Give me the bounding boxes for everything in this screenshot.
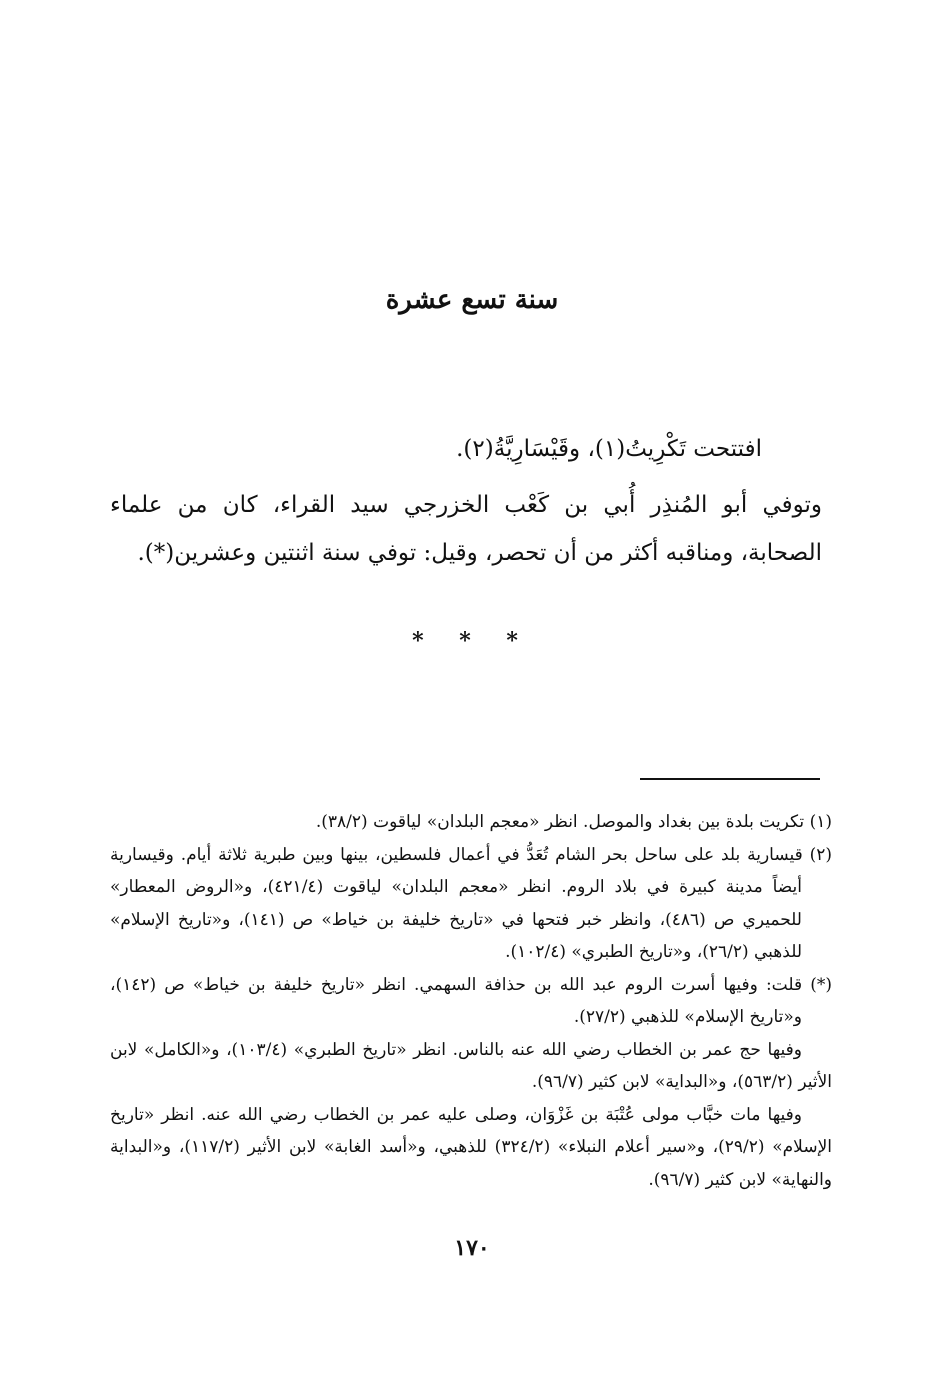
footnote-star: (*) قلت: وفيها أسرت الروم عبد الله بن حذافة السهمي. انظر «تاريخ خليفة بن خياط» ص (١٤٢)، و«تاريخ الإسلام» للذهبي (٢٧/٢). — [110, 974, 832, 1027]
main-paragraph-conquests: افتتحت تَكْرِيتُ(١)، وقَيْسَارِيَّةُ(٢). — [456, 436, 762, 462]
chapter-title: سنة تسع عشرة — [385, 285, 559, 315]
main-paragraph-death: وتوفي أبو المُنذِر أُبي بن كَعْب الخزرجي سيد القراء، كان من علماء الصحابة، ومناقبه أكثر من أن تحصر، وقيل: توفي سنة اثنتين وعشرين(*). — [110, 492, 822, 566]
page-number: ١٧٠ — [454, 1235, 490, 1261]
footnote-2: (٢) قيسارية بلد على ساحل بحر الشام تُعَدُّ في أعمال فلسطين، بينها وبين طبرية ثلاثة أيام. وقيسارية أيضاً مدينة كبيرة في بلاد الروم. انظر «معجم البلدان» لياقوت (٤٢١/٤)، و«الروض المعطار» للحميري ص (٤٨٦)، وانظر خبر فتحها في «تاريخ خليفة بن خياط» ص (١٤١)، و«تاريخ الإسلام» للذهبي (٢٦/٢)، و«تاريخ الطبري» (١٠٢/٤). — [110, 844, 832, 962]
footnote-star-continued-khabbab: وفيها مات خبَّاب مولى عُتْبَة بن غَزْوَان، وصلى عليه عمر بن الخطاب رضي الله عنه. انظر «تاريخ الإسلام» (٢٩/٢)، و«سير أعلام النبلاء» (٣٢٤/٢) للذهبي، و«أسد الغابة» لابن الأثير (١١٧/٢)، و«البداية والنهاية» لابن كثير (٩٦/٧). — [110, 1104, 832, 1190]
footnote-star-continued-hajj: وفيها حج عمر بن الخطاب رضي الله عنه بالناس. انظر «تاريخ الطبري» (١٠٣/٤)، و«الكامل» لابن الأثير (٥٦٣/٢)، و«البداية» لابن كثير (٩٦/٧). — [110, 1039, 832, 1092]
section-separator: * * * — [412, 628, 532, 654]
footnote-divider — [640, 778, 820, 780]
main-text — [110, 425, 822, 577]
footnote-1: (١) تكريت بلدة بين بغداد والموصل. انظر «معجم البلدان» لياقوت (٣٨/٢). — [315, 812, 832, 832]
footnotes — [110, 806, 832, 1196]
